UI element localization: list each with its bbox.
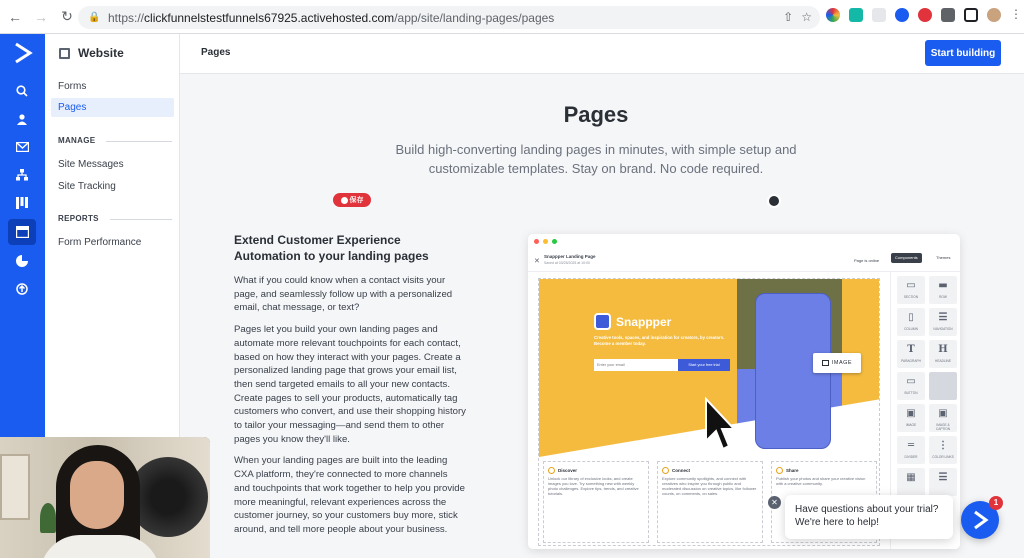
extension-1password-icon[interactable] xyxy=(895,8,909,22)
component-list xyxy=(929,468,957,496)
pinterest-save-label: 保存 xyxy=(349,197,364,204)
snappper-logo-icon xyxy=(594,313,611,330)
component-label: NAVIGATION xyxy=(933,327,953,331)
deals-icon[interactable] xyxy=(13,194,31,212)
url-host: clickfunnelstestfunnels67925.activehosted.com xyxy=(144,10,395,25)
sidebar-item-pages[interactable]: Pages xyxy=(51,98,174,117)
share-icon[interactable]: ⇧ xyxy=(783,10,794,24)
snappper-brand xyxy=(594,313,671,330)
builder-close-icon: ✕ xyxy=(534,258,540,265)
paragraph-icon: T xyxy=(907,344,915,355)
more-menu-icon[interactable]: ⋮ xyxy=(1010,7,1022,21)
lock-icon: 🔒 xyxy=(88,11,101,23)
breadcrumb: Pages xyxy=(201,47,231,58)
website-grid-icon xyxy=(59,48,70,59)
image-chip-label: IMAGE xyxy=(831,360,853,366)
feature-card xyxy=(657,461,763,543)
forward-icon[interactable]: → xyxy=(34,8,48,25)
feature-description xyxy=(234,232,466,545)
reload-icon[interactable]: ↻ xyxy=(61,8,73,24)
snappper-tagline: Creative tools, spaces, and inspiration for creators, by creators. Become a member today. xyxy=(594,335,725,346)
back-icon[interactable]: ← xyxy=(8,8,22,25)
component-color-links xyxy=(929,436,957,464)
component-label: SECTION xyxy=(903,295,919,299)
feature-card-body: Explore community spotlights, and connect with creatives who inspire you through public and moderated discussion on creative topics, like follower counts, on comments, on sales. xyxy=(662,476,757,496)
list-icon: ☰ xyxy=(938,472,948,483)
component-label: COLOR LINKS xyxy=(932,455,954,459)
feature-card-title: Share xyxy=(786,468,799,473)
builder-doc-title: Snappper Landing Page xyxy=(544,254,596,259)
sidebar-item-site-messages[interactable]: Site Messages xyxy=(58,159,124,170)
feature-card xyxy=(543,461,649,543)
component-paragraph xyxy=(897,340,925,368)
page-header xyxy=(180,34,1024,74)
extensions-area xyxy=(826,7,1022,22)
expand-image-icon[interactable] xyxy=(767,194,781,208)
sidebar-item-form-performance[interactable]: Form Performance xyxy=(58,237,142,248)
extension-colorful-icon[interactable] xyxy=(826,8,840,22)
component-row xyxy=(929,276,957,304)
component-label: ROW xyxy=(939,295,947,299)
column-icon: ▯ xyxy=(908,312,914,323)
address-bar[interactable] xyxy=(78,6,820,29)
webcam-plant xyxy=(40,503,56,533)
chat-notification-badge: 1 xyxy=(989,496,1003,510)
page-subtitle: Build high-converting landing pages in minutes, with simple setup and customizable templates. Stay on brand. No code required. xyxy=(395,142,797,176)
presenter-face xyxy=(70,461,124,529)
image-drag-chip xyxy=(813,353,861,373)
website-icon[interactable] xyxy=(8,219,36,245)
automations-icon[interactable] xyxy=(13,166,31,184)
sidebar-item-forms[interactable]: Forms xyxy=(58,81,87,92)
button-icon: ▭ xyxy=(906,376,916,387)
contacts-icon[interactable] xyxy=(13,110,31,128)
send-icon xyxy=(776,467,783,474)
extension-recycle-icon[interactable] xyxy=(872,8,886,22)
search-icon[interactable] xyxy=(13,82,31,100)
navigation-icon: ☰ xyxy=(938,312,948,323)
snappper-email-input: Enter your email xyxy=(594,359,678,371)
component-grid xyxy=(897,468,925,496)
manage-heading xyxy=(58,136,95,145)
chat-dismiss-icon[interactable]: ✕ xyxy=(768,496,781,509)
section-divider xyxy=(110,219,172,220)
divider-icon: ═ xyxy=(907,440,915,451)
extension-green-icon[interactable] xyxy=(849,8,863,22)
feature-paragraph: Pages let you build your own landing pages and automate more relevant touchpoints for each contact, based on how they interact with your pages. Create a personalized landing page that grows your email list, then send targeted emails to all your new contacts. Create pages to sell your products, automatically tag customers who convert, and use their shopping history to tailor your messaging—and send them to other pages you know they'll like. xyxy=(234,324,466,445)
campaigns-icon[interactable] xyxy=(13,138,31,156)
window-dots xyxy=(534,239,557,244)
main-content xyxy=(180,74,1024,558)
start-building-button[interactable]: Start building xyxy=(925,40,1001,66)
component-image-caption xyxy=(929,404,957,432)
reports-heading xyxy=(58,214,99,223)
browser-toolbar xyxy=(0,0,1024,34)
compass-icon xyxy=(548,467,555,474)
reports-heading-text: REPORTS xyxy=(58,214,99,223)
component-label: HEADLINE xyxy=(935,359,951,363)
component-section xyxy=(897,276,925,304)
component-column xyxy=(897,308,925,336)
headline-icon: H xyxy=(938,344,948,355)
sidepanel-icon[interactable] xyxy=(964,8,978,22)
component-label: COLUMN xyxy=(904,327,918,331)
webcam-gong xyxy=(128,457,208,537)
profile-avatar[interactable] xyxy=(987,8,1001,22)
component-label: IMAGE xyxy=(905,423,917,427)
snappper-cta: Start your free trial xyxy=(678,359,730,371)
image-caption-icon: ▣ xyxy=(938,408,948,419)
image-icon xyxy=(822,360,829,366)
builder-toolbar xyxy=(528,250,960,272)
builder-tab-themes: Themes xyxy=(936,255,951,260)
url-scheme: https:// xyxy=(108,10,145,25)
pinterest-save-button[interactable] xyxy=(333,193,371,207)
builder-tab-components: Components xyxy=(891,253,922,263)
feature-heading: Extend Customer Experience Automation to your landing pages xyxy=(234,233,429,263)
image-icon: ▣ xyxy=(906,408,916,419)
extensions-puzzle-icon[interactable] xyxy=(941,8,955,22)
color-links-icon: ⋮ xyxy=(938,440,948,451)
pinterest-icon xyxy=(341,197,348,204)
section-divider xyxy=(106,141,172,142)
sidebar-title xyxy=(59,46,124,60)
feature-card-title: Connect xyxy=(672,468,690,473)
row-icon: ▬ xyxy=(938,280,948,291)
url-path: /app/site/landing-pages/pages xyxy=(394,10,555,25)
sidebar-title-text: Website xyxy=(78,46,124,60)
sidebar-item-site-tracking[interactable]: Site Tracking xyxy=(58,181,116,192)
component-navigation xyxy=(929,308,957,336)
chat-bubble-icon xyxy=(662,467,669,474)
bookmark-star-icon[interactable]: ☆ xyxy=(801,10,812,24)
component-divider xyxy=(897,436,925,464)
section-icon: ▭ xyxy=(906,280,916,291)
builder-online-status: Page is online xyxy=(854,258,880,263)
feature-paragraph: What if you could know when a contact visits your page, and seamlessly follow up with a personalized email, chat message, or text? xyxy=(234,275,453,314)
component-label: BUTTON xyxy=(904,391,918,395)
feature-card-title: Discover xyxy=(558,468,578,473)
component-label: IMAGE & CAPTION xyxy=(935,423,951,431)
feature-card-body: Unlock our library of exclusive looks, and create images you love. Try something new with weekly photo challenges. Explore tips, trends, and creative tutorials. xyxy=(548,476,639,496)
component-label: PARAGRAPH xyxy=(901,359,921,363)
mouse-pointer-icon xyxy=(704,397,736,451)
activecampaign-logo[interactable] xyxy=(12,42,34,64)
component-image xyxy=(897,404,925,432)
feature-card-body: Publish your photos and share your creative vision with a creative community. xyxy=(776,476,866,486)
page-title: Pages xyxy=(563,102,629,127)
component-button xyxy=(897,372,925,400)
presenter-webcam xyxy=(0,437,210,558)
chat-prompt-bubble[interactable]: Have questions about your trial? We're here to help! xyxy=(785,495,953,539)
feature-paragraph: When your landing pages are built into the leading CXA platform, they're connected to more channels and touchpoints that work together to help you provide more meaningful, relevant experiences across the customer journey, so your customers buy more, stick around, and tell more people about your business. xyxy=(234,455,465,535)
manage-heading-text: MANAGE xyxy=(58,136,96,145)
component-headline xyxy=(929,340,957,368)
snappper-brand-name: Snappper xyxy=(616,314,672,329)
extension-pinterest-icon[interactable] xyxy=(918,8,932,22)
builder-doc-saved: Saved at 03/25/2025 at 10:00 xyxy=(544,261,590,265)
component-placeholder xyxy=(929,372,957,400)
grid-icon: ▦ xyxy=(906,472,916,483)
webcam-wall-art xyxy=(0,454,30,520)
component-label: DIVIDER xyxy=(904,455,918,459)
apps-icon[interactable] xyxy=(13,280,31,298)
reports-icon[interactable] xyxy=(13,252,31,270)
